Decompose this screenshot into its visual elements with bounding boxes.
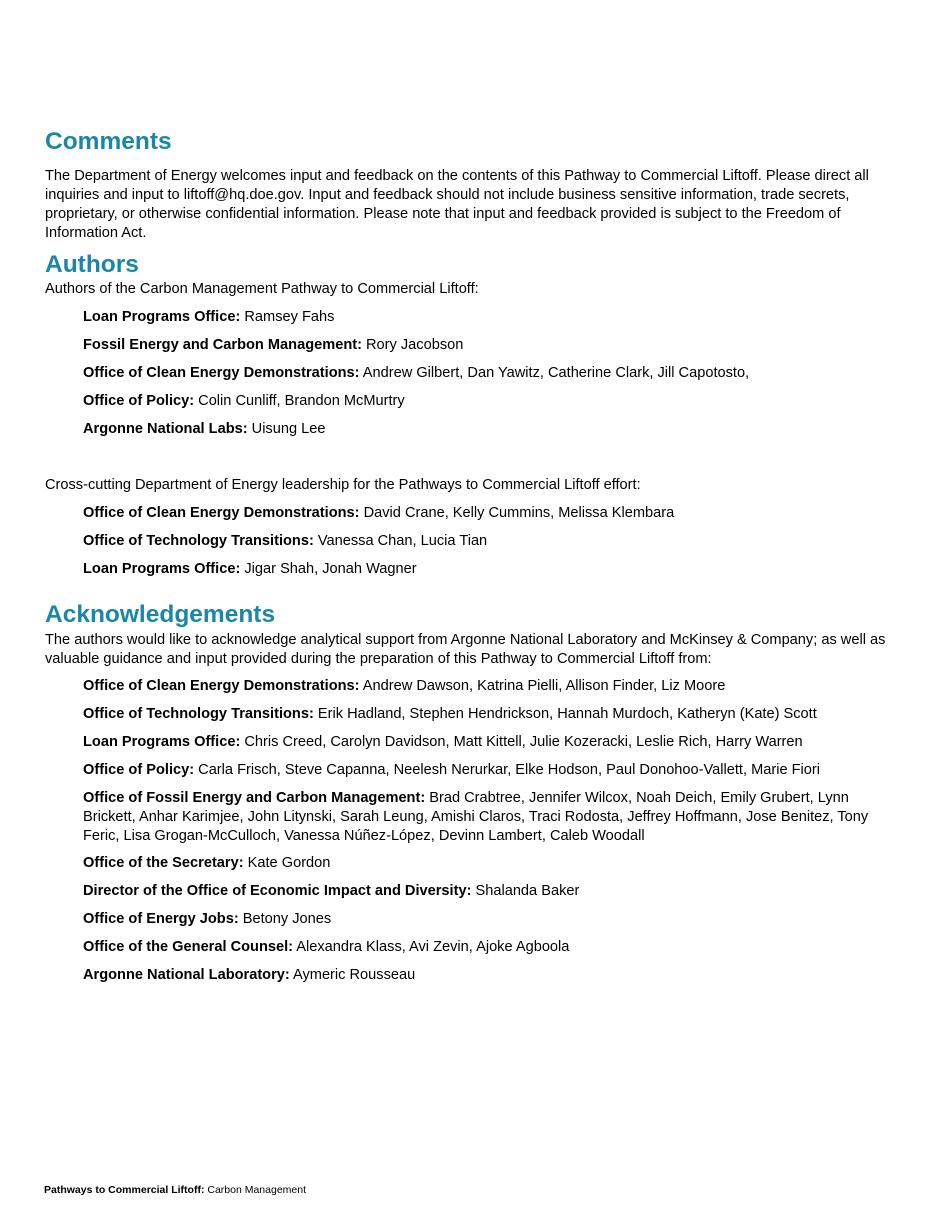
acknowledgement-entry: Office of the Secretary: Kate Gordon (83, 855, 331, 871)
acknowledgement-entry: Director of the Office of Economic Impact and Diversity: Shalanda Baker (83, 883, 580, 899)
acknowledgements-heading: Acknowledgements (45, 601, 276, 628)
author-entry: Argonne National Labs: Uisung Lee (83, 421, 326, 437)
comments-heading: Comments (45, 128, 172, 155)
acknowledgement-entry: Office of Policy: Carla Frisch, Steve Capanna, Neelesh Nerurkar, Elke Hodson, Paul Donohoo-Vallett, Marie Fiori (83, 762, 821, 778)
author-entry: Fossil Energy and Carbon Management: Rory Jacobson (83, 337, 464, 353)
author-entry: Loan Programs Office: Ramsey Fahs (83, 309, 335, 325)
acknowledgement-entry: Office of the General Counsel: Alexandra Klass, Avi Zevin, Ajoke Agboola (83, 939, 570, 955)
comments-body: The Department of Energy welcomes input and feedback on the contents of this Pathway to Commercial Liftoff. Please direct all inquiries and input to liftoff@hq.doe.gov. Input and feedback should not include business sensitive information, trade secrets, proprietary, or otherwise confidential information. Please note that input and feedback provided is subject to the Freedom of Information Act. (45, 168, 869, 241)
footer-subtitle: Carbon Management (204, 1184, 307, 1196)
acknowledgement-entry: Office of Energy Jobs: Betony Jones (83, 911, 332, 927)
author-entry: Office of Policy: Colin Cunliff, Brandon McMurtry (83, 393, 405, 409)
author-entry: Office of Clean Energy Demonstrations: Andrew Gilbert, Dan Yawitz, Catherine Clark, Jill Capotosto, (83, 365, 750, 381)
crosscut-entry: Loan Programs Office: Jigar Shah, Jonah Wagner (83, 561, 417, 577)
acknowledgement-entry: Office of Clean Energy Demonstrations: Andrew Dawson, Katrina Pielli, Allison Finder, Liz Moore (83, 678, 726, 694)
acknowledgements-intro: The authors would like to acknowledge analytical support from Argonne National Laboratory and McKinsey & Company; as well as valuable guidance and input provided during the preparation of this Pathway to Commercial Liftoff from: (45, 632, 886, 667)
authors-intro: Authors of the Carbon Management Pathway to Commercial Liftoff: (45, 281, 479, 297)
authors-heading: Authors (45, 251, 139, 278)
crosscut-entry: Office of Clean Energy Demonstrations: David Crane, Kelly Cummins, Melissa Klembara (83, 505, 675, 521)
acknowledgement-entry: Office of Technology Transitions: Erik Hadland, Stephen Hendrickson, Hannah Murdoch, Katheryn (Kate) Scott (83, 706, 817, 722)
acknowledgement-entry: Argonne National Laboratory: Aymeric Rousseau (83, 967, 416, 983)
crosscut-intro: Cross-cutting Department of Energy leadership for the Pathways to Commercial Liftoff effort: (45, 477, 641, 493)
acknowledgement-entry: Loan Programs Office: Chris Creed, Carolyn Davidson, Matt Kittell, Julie Kozeracki, Leslie Rich, Harry Warren (83, 734, 803, 750)
crosscut-entry: Office of Technology Transitions: Vanessa Chan, Lucia Tian (83, 533, 488, 549)
page-footer (44, 1184, 306, 1197)
footer-title: Pathways to Commercial Liftoff: (44, 1184, 205, 1196)
acknowledgement-entry: Office of Fossil Energy and Carbon Management: Brad Crabtree, Jennifer Wilcox, Noah Deich, Emily Grubert, Lynn Brickett, Anhar Karimjee, John Litynski, Sarah Leung, Amishi Claros, Traci Rodosta, Jeffrey Hoffmann, Jose Benitez, Tony Feric, Lisa Grogan-McCulloch, Vanessa Núñez-López, Devinn Lambert, Caleb Woodall (83, 790, 869, 844)
